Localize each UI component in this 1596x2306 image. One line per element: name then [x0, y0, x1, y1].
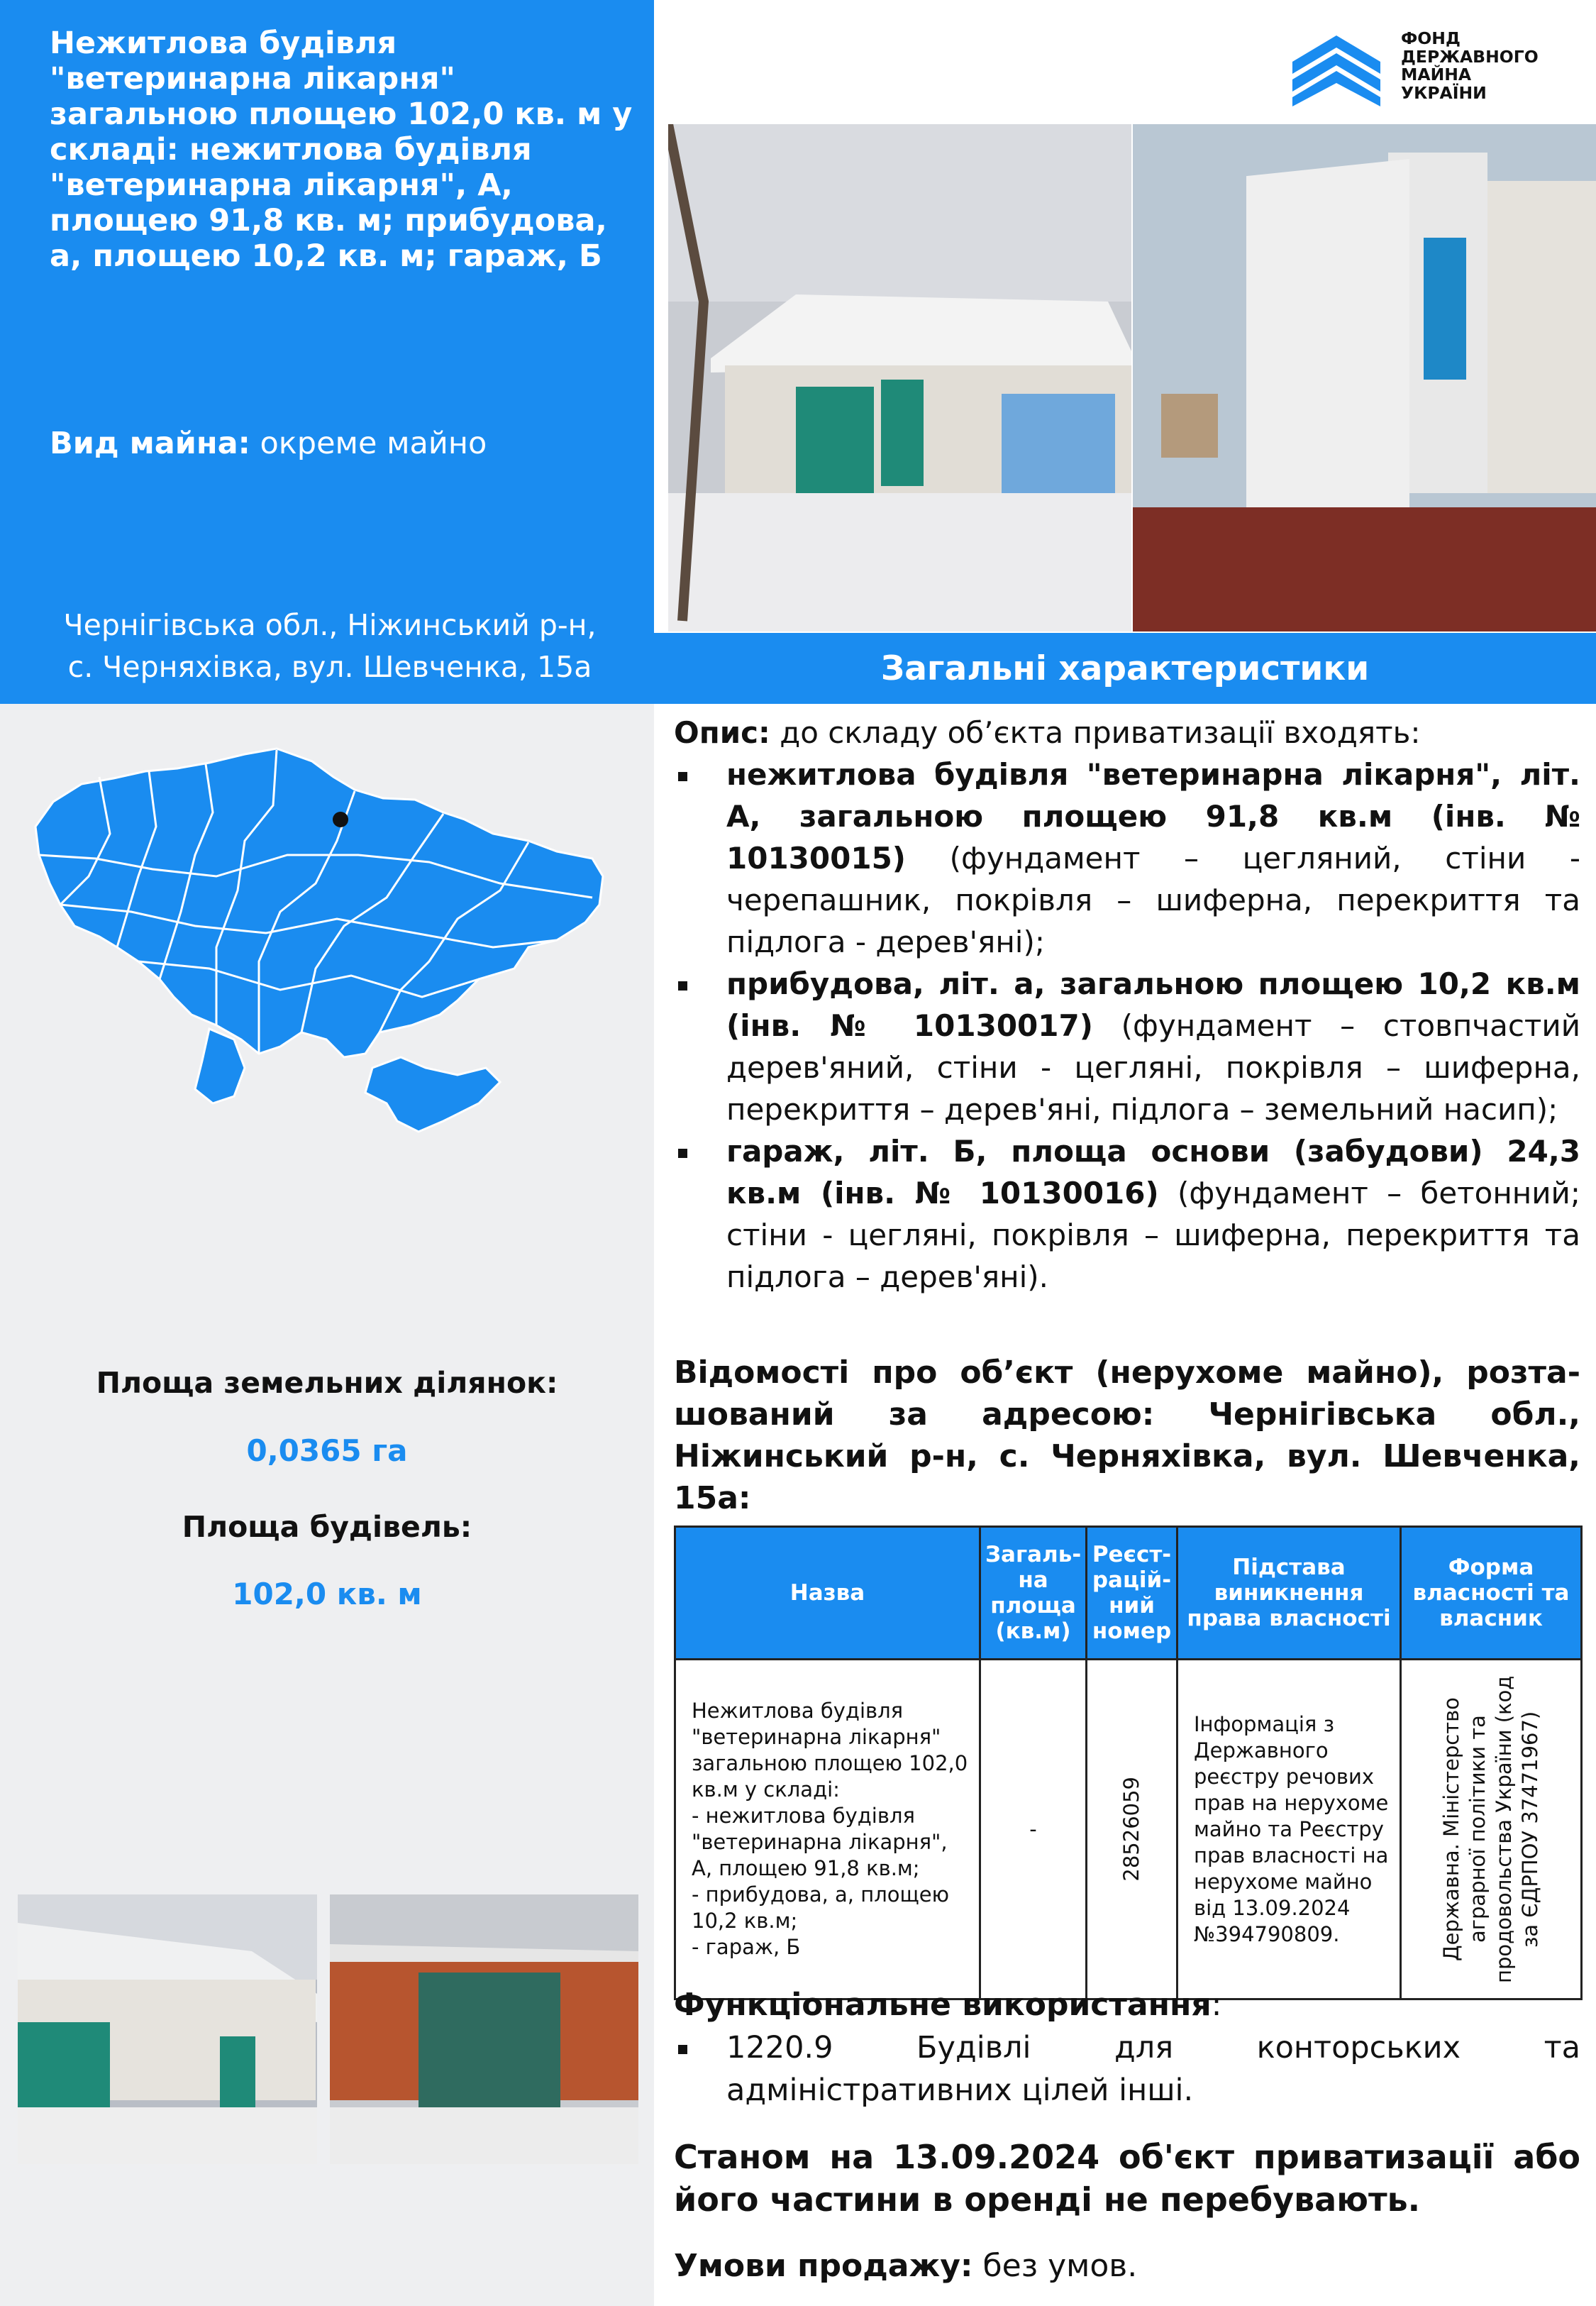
sale-conditions-value: без умов. [982, 2248, 1138, 2284]
land-area-label: Площа земельних ділянок: [96, 1366, 558, 1400]
photo-shed [18, 1894, 317, 2164]
ukraine-shape [35, 749, 603, 1057]
item-text: (фундамент – стовпчастий дерев'яний, стіни - цегляні, покрівля – шиферна, перекриття – дерев'яні, підлога – земельний насип); [726, 1008, 1580, 1127]
item-bold: гараж, літ. Б, площа основи (забудови) 24,3 кв.м (інв. № 10130016) [726, 1134, 1580, 1210]
item-text: (фундамент – бетонний; стіни - цегляні, покрівля – шиферна, перекриття та підлога – дерев'яні). [726, 1176, 1580, 1294]
location-dot-icon [333, 812, 348, 827]
logo-line-1: ФОНД [1401, 28, 1461, 48]
address-line-1: Чернігівська обл., Ніжинський р-н, [63, 608, 597, 642]
table-header-row [675, 1527, 1582, 1660]
land-area-value: 0,0365 га [246, 1433, 408, 1468]
object-table [674, 1526, 1583, 2000]
functional-use-heading [674, 1987, 1221, 2023]
description-label: Опис: [674, 715, 770, 750]
description-intro-text: до складу об’єкта приватизації входять: [780, 715, 1421, 750]
cell-reg-number [1087, 1660, 1177, 1999]
crimea-shape [365, 1057, 500, 1132]
object-title: Нежитлова будівля "ветеринарна лікарня" загальною площею 102,0 кв. м у складі: нежитлова будівля "ветеринарна лікарня", А, площею 91,8 кв. м; прибудова, а, площею 10,2 кв. м; гараж, Б [50, 26, 633, 274]
description [674, 712, 1580, 1298]
photo-garage [330, 1894, 638, 2164]
lease-status: Станом на 13.09.2024 об'єкт приватизації або його частини в оренді не перебувають. [674, 2138, 1580, 2219]
cell-owner [1401, 1660, 1582, 1999]
property-kind [50, 426, 487, 461]
owner-text: Державна. Міністерство аграрної політики та продовольства України (код за ЄДРПОУ 37471967) [1439, 1675, 1542, 1983]
logo-line-4: УКРАЇНИ [1401, 82, 1487, 103]
logo-line-3: МАЙНА [1401, 65, 1472, 84]
list-item [674, 963, 1580, 1130]
buildings-area-value: 102,0 кв. м [232, 1577, 422, 1611]
buildings-area-label: Площа будівель: [182, 1510, 472, 1544]
functional-use-colon: : [1211, 1987, 1222, 2023]
table-row [675, 1660, 1582, 1999]
item-bold: нежитлова будівля "ветеринарна лікарня", літ. А, загальною площею 91,8 кв.м (інв. № 10130015) [726, 757, 1580, 876]
list-item [674, 1130, 1580, 1298]
odesa-strip-shape [195, 1029, 245, 1103]
cell-basis: Інформація з Державного реєстру речових прав на нерухоме майно та Реєстру прав власності на нерухоме майно від 13.09.2024 №394790809. [1177, 1660, 1401, 1999]
sale-conditions-label: Умови продажу: [674, 2248, 973, 2284]
photo-building-exterior [668, 124, 1131, 631]
sale-conditions [674, 2248, 1137, 2284]
object-info-heading: Відомості про об’єкт (нерухоме майно), розта-шований за адресою: Чернігівська обл., Ніжинський р-н, с. Черняхівка, вул. Шевченка, 15а: [674, 1355, 1580, 1516]
cell-name: Нежитлова будівля "ветеринарна лікарня" загальною площею 102,0 кв.м у складі: - нежитлова будівля "ветеринарна лікарня", А, площею 91,8 кв.м; - прибудова, а, площею 10,2 кв.м; - гараж, Б [675, 1660, 980, 1999]
col-name-header: Назва [675, 1527, 980, 1660]
col-reg-header: Реєст-рацій-ний номер [1087, 1527, 1177, 1660]
col-basis-header: Підстава виникнення права власності [1177, 1527, 1401, 1660]
photo-building-interior [1133, 124, 1596, 631]
address-line-2: с. Черняхівка, вул. Шевченка, 15а [67, 650, 592, 684]
property-kind-value: окреме майно [260, 426, 487, 461]
logo-text [1401, 30, 1539, 102]
item-text: (фундамент – цегляний, стіни - черепашник, покрівля – шиферна, перекриття та підлога - дерев'яні); [726, 841, 1580, 959]
cell-area: - [980, 1660, 1087, 1999]
item-bold: прибудова, літ. а, загальною площею 10,2 кв.м (інв. № 10130017) [726, 966, 1580, 1043]
col-owner-header: Форма власності та власник [1401, 1527, 1582, 1660]
general-characteristics-heading: Загальні характеристики [654, 633, 1596, 704]
list-item [674, 754, 1580, 963]
functional-use-label: Функціональне використання [674, 1987, 1212, 2023]
address [28, 605, 631, 688]
logo-line-2: ДЕРЖАВНОГО [1401, 46, 1539, 67]
description-list [674, 754, 1580, 1298]
col-area-header: Загаль-на площа (кв.м) [980, 1527, 1087, 1660]
list-item: 1220.9 Будівлі для конторських та адміністративних цілей інші. [674, 2026, 1580, 2112]
functional-use-list [674, 2026, 1580, 2112]
reg-number-text: 28526059 [1119, 1777, 1143, 1882]
property-kind-label: Вид майна: [50, 426, 250, 461]
ukraine-map [32, 734, 635, 1160]
description-intro [674, 712, 1580, 754]
